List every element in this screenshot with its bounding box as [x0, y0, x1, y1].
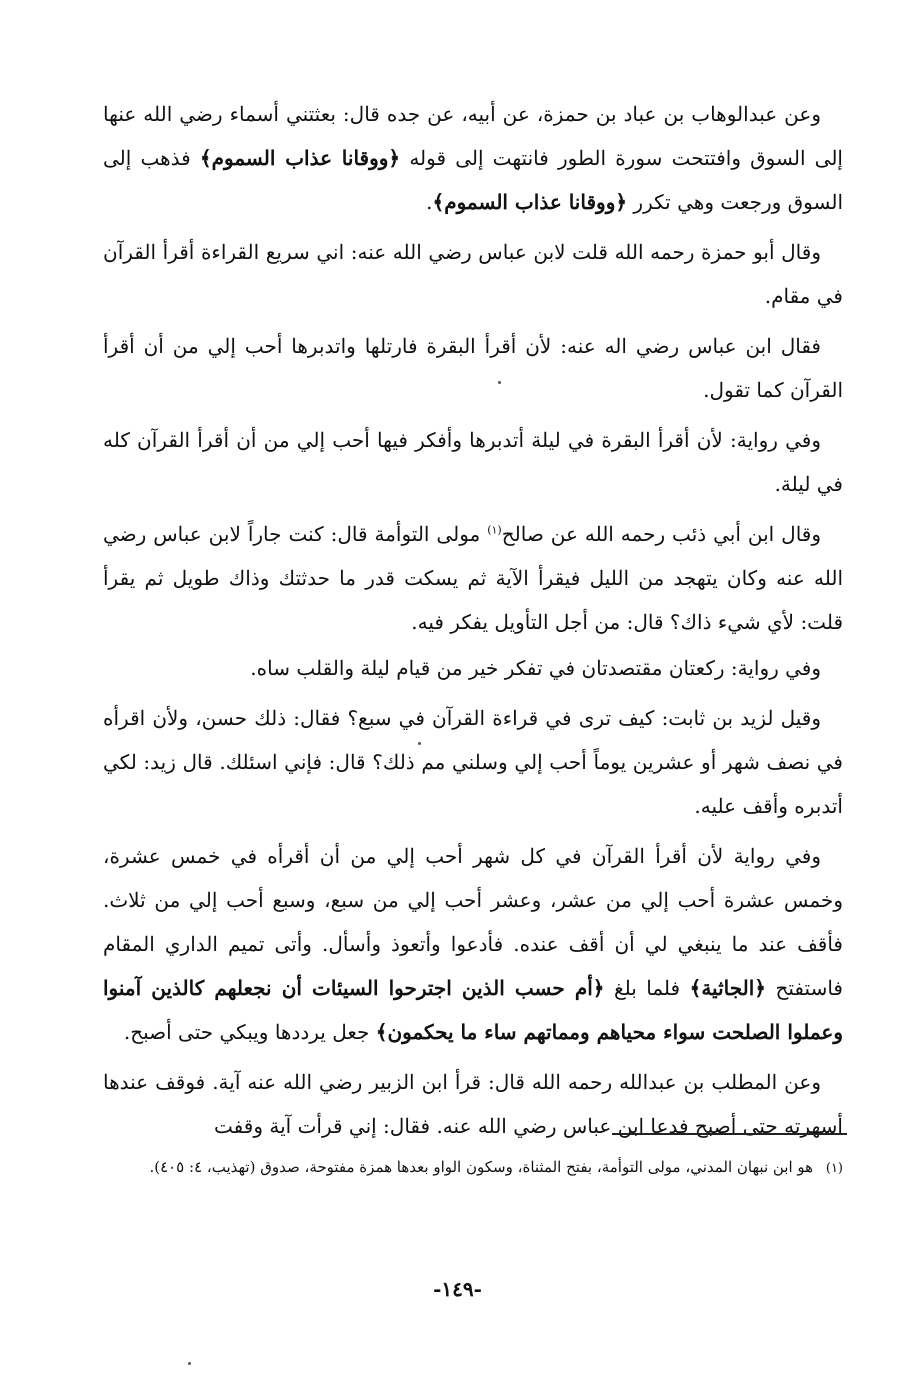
paragraph: [103, 92, 843, 224]
paragraph-text: مولى التوأمة قال: كنت جاراً لابن عباس رضي الله عنه وكان يتهجد من الليل فيقرأ الآية ثم يسكت قدر ما حدثتك وذاك طويل ثم يقرأ قلت: لأي شيء ذاك؟ قال: من أجل التأويل يفكر فيه.: [103, 522, 843, 634]
footnote: [103, 1150, 843, 1186]
paragraph-text: وفي رواية لأن أقرأ القرآن في كل شهر أحب إلي من أن أقرأه في خمس عشرة، وخمس عشرة أحب إلي من عشر، وعشر أحب إلي من سبع، وسبع أحب إلي من ثلاث. فأقف عند ما ينبغي لي أن أقف عنده. فأدعوا وأتعوذ وأسأل. وأتى تميم الداري المقام فاستفتح: [103, 844, 843, 1000]
paragraph: [103, 834, 843, 1054]
page-number: -١٤٩-: [433, 1277, 482, 1301]
footnote-number: (١): [825, 1161, 843, 1176]
paragraph: [103, 512, 843, 644]
paragraph-text: وفي رواية: لأن أقرأ البقرة في ليلة أتدبرها وأفكر فيها أحب إلي من أن أقرأ القرآن كله في ليلة.: [103, 428, 843, 496]
quran-verse: ﴿ووقانا عذاب السموم﴾: [199, 146, 401, 170]
scan-speck: [418, 742, 421, 745]
paragraph-text: وعن المطلب بن عبدالله رحمه الله قال: قرأ ابن الزبير رضي الله عنه آية. فوقف عندها أسهرته حتى أصبح فدعا ابن عباس رضي الله عنه. فقال: إني قرأت آية وقفت: [103, 1070, 843, 1138]
paragraph: [103, 696, 843, 828]
scan-speck: [498, 381, 501, 384]
paragraph: [103, 646, 843, 690]
scan-speck: [188, 1362, 191, 1365]
footnote-reference: (١): [487, 523, 502, 537]
paragraph-text: وقيل لزيد بن ثابت: كيف ترى في قراءة القرآن في سبع؟ فقال: ذلك حسن، ولأن اقرأه في نصف شهر أو عشرين يوماً أحب إلي وسلني مم ذلك؟ قال: فإني اسئلك. قال زيد: لكي أتدبره وأقف عليه.: [103, 706, 843, 818]
paragraph-text: .: [426, 190, 433, 214]
quran-verse: ﴿الجاثية﴾: [689, 976, 767, 1000]
footnote-text: هو ابن نبهان المدني، مولى التوأمة، بفتح المثناة، وسكون الواو بعدها همزة مفتوحة، صدوق (تهذيب، ٤: ٤٠٥).: [149, 1158, 814, 1176]
paragraph-text: جعل يرددها ويبكي حتى أصبح.: [123, 1020, 376, 1044]
quran-verse: ﴿أم حسب الذين اجترحوا السيئات أن نجعلهم كالذين آمنوا وعملوا الصلحت سواء محياهم ومماتهم ساء ما يحكمون﴾: [103, 976, 843, 1044]
paragraph-text: فذهب إلى السوق ورجعت وهي تكرر: [103, 146, 843, 214]
paragraph-text: وقال أبو حمزة رحمه الله قلت لابن عباس رضي الله عنه: اني سريع القراءة أقرأ القرآن في مقام.: [103, 240, 843, 308]
paragraph: [103, 230, 843, 318]
footnote-separator: [612, 1133, 847, 1135]
paragraph: [103, 324, 843, 412]
paragraph-text: وقال ابن أبي ذئب رحمه الله عن صالح: [501, 522, 822, 546]
paragraph-text: فقال ابن عباس رضي اله عنه: لأن أقرأ البقرة فارتلها واتدبرها أحب إلي من أن أقرأ القرآن كما تقول.: [103, 334, 843, 402]
paragraph-text: وعن عبدالوهاب بن عباد بن حمزة، عن أبيه، عن جده قال: بعثتني أسماء رضي الله عنها إلى السوق وافتتحت سورة الطور فانتهت إلى قوله: [103, 102, 843, 170]
main-text: [103, 92, 843, 1154]
paragraph-text: فلما بلغ: [604, 976, 690, 1000]
paragraph-text: وفي رواية: ركعتان مقتصدتان في تفكر خير من قيام ليلة والقلب ساه.: [250, 656, 821, 680]
paragraph: [103, 418, 843, 506]
quran-verse: ﴿ووقانا عذاب السموم﴾: [432, 190, 628, 214]
